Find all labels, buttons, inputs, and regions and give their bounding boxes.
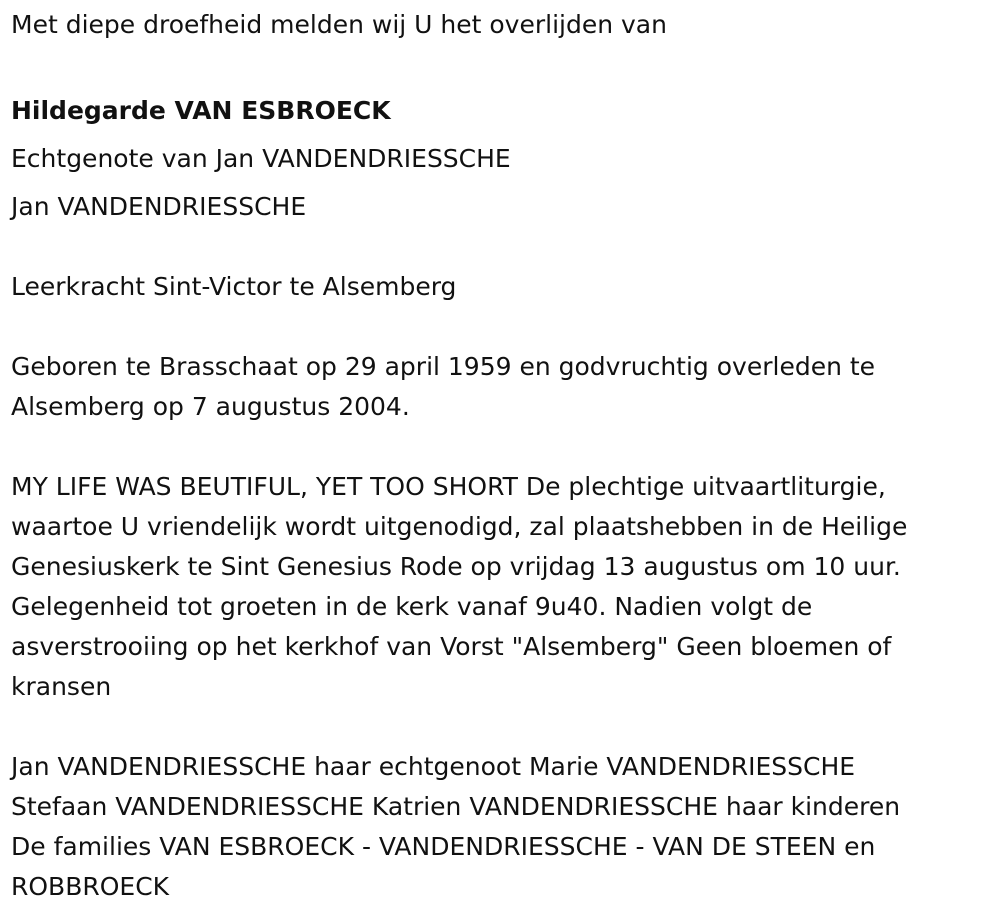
funeral-line-3: Genesiuskerk te Sint Genesius Rode op vrijdag 13 augustus om 10 uur. [11, 552, 901, 581]
spouse-name: Jan VANDENDRIESSCHE [11, 192, 307, 221]
funeral-line-4: Gelegenheid tot groeten in de kerk vanaf 9u40. Nadien volgt de [11, 592, 813, 621]
funeral-line-5: asverstrooiing op het kerkhof van Vorst "Alsemberg" Geen bloemen of [11, 632, 892, 661]
family-line-4: ROBBROECK [11, 872, 170, 901]
spacer [11, 45, 986, 85]
spacer [11, 307, 986, 347]
intro-text: Met diepe droefheid melden wij U het overlijden van [11, 10, 667, 39]
funeral-line-1: MY LIFE WAS BEUTIFUL, YET TOO SHORT De plechtige uitvaartliturgie, [11, 472, 886, 501]
obituary-document [11, 0, 986, 907]
spouse-line: Echtgenote van Jan VANDENDRIESSCHE [11, 144, 511, 173]
spacer [11, 427, 986, 467]
occupation: Leerkracht Sint-Victor te Alsemberg [11, 272, 457, 301]
family-line-3: De families VAN ESBROECK - VANDENDRIESSCHE - VAN DE STEEN en [11, 832, 876, 861]
birth-death-line-1: Geboren te Brasschaat op 29 april 1959 en godvruchtig overleden te [11, 352, 876, 381]
birth-death-line-2: Alsemberg op 7 augustus 2004. [11, 392, 410, 421]
funeral-line-6: kransen [11, 672, 112, 701]
deceased-name: Hildegarde VAN ESBROECK [11, 96, 391, 125]
family-line-1: Jan VANDENDRIESSCHE haar echtgenoot Marie VANDENDRIESSCHE [11, 752, 856, 781]
family-line-2: Stefaan VANDENDRIESSCHE Katrien VANDENDRIESSCHE haar kinderen [11, 792, 901, 821]
funeral-line-2: waartoe U vriendelijk wordt uitgenodigd, zal plaatshebben in de Heilige [11, 512, 908, 541]
spacer [11, 707, 986, 747]
spacer [11, 227, 986, 267]
